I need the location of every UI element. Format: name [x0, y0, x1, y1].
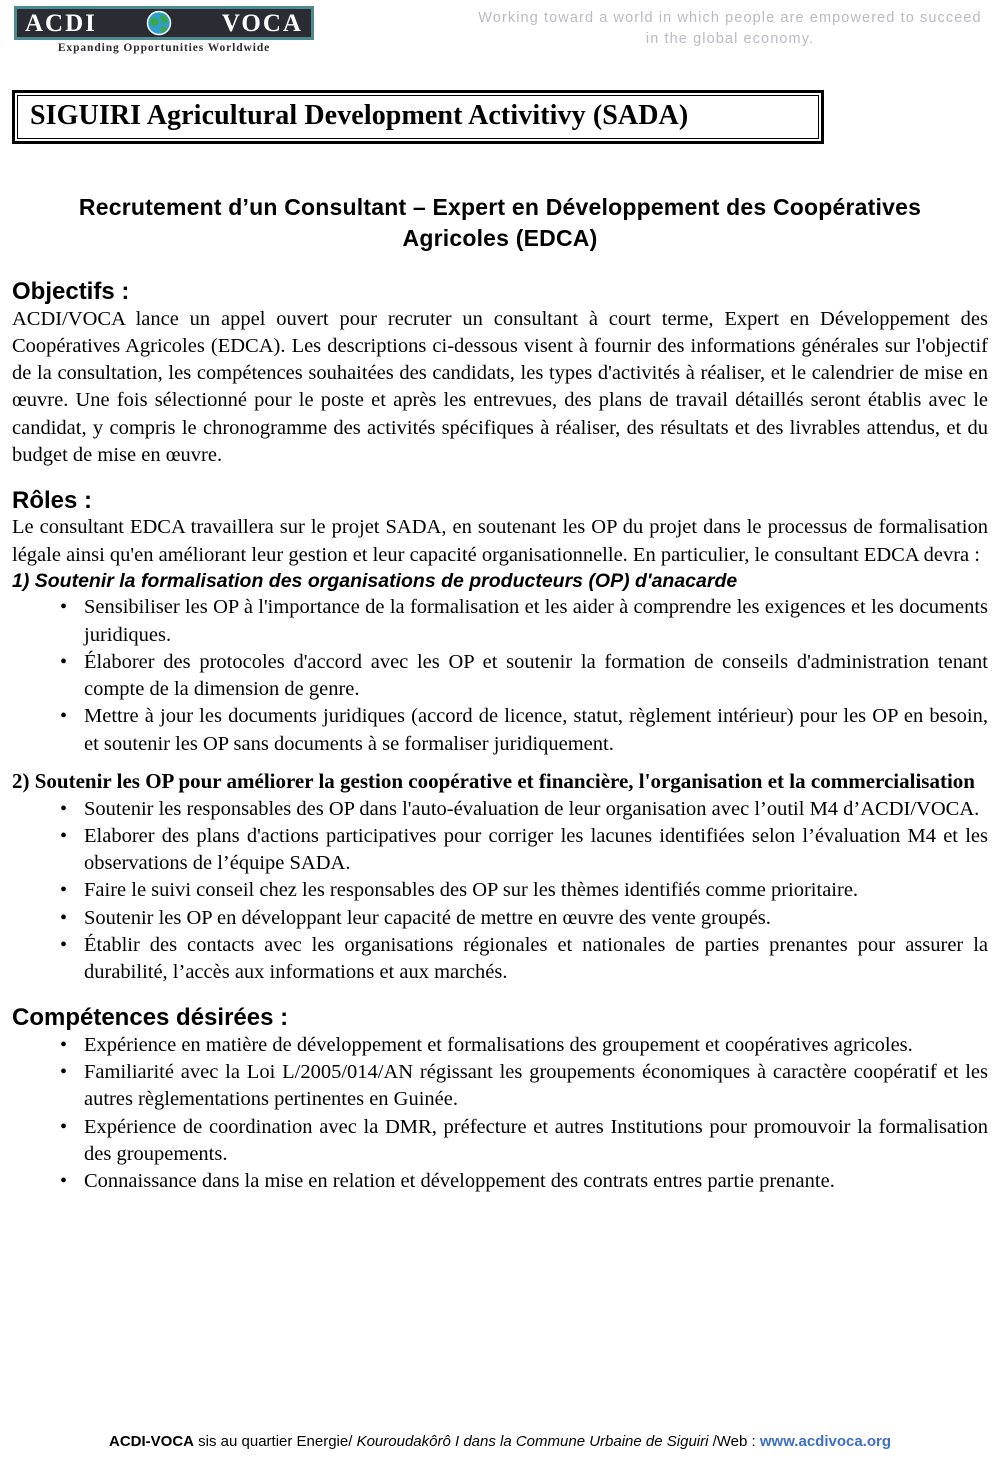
footer-address-text: sis au quartier Energie/	[193, 1433, 357, 1450]
list-item: • Connaissance dans la mise en relation et développement des contrats entres partie prenante.	[12, 1168, 988, 1195]
list-item: • Soutenir les OP en développant leur capacité de mettre en œuvre des vente groupés.	[12, 905, 988, 932]
roles-item-2-heading: 2) Soutenir les OP pour améliorer la gestion coopérative et financière, l'organisation et la commercialisation	[12, 768, 975, 793]
page-footer	[0, 1432, 1000, 1452]
section-heading-objectifs: Objectifs :	[12, 278, 130, 306]
logo-text-voca: VOCA	[221, 9, 303, 37]
document-heading: Recrutement d’un Consultant – Expert en Développement des Coopératives Agricoles (EDCA)	[78, 194, 922, 251]
section-heading-roles: Rôles :	[12, 487, 93, 515]
project-title-box-inner	[17, 95, 819, 139]
list-item: • Établir des contacts avec les organisations régionales et nationales de parties prenantes pour assurer la durabilité, l’accès aux informations et aux marchés.	[12, 932, 988, 987]
footer-address-italic: Kouroudakôrô I dans la Commune Urbaine de Siguiri	[356, 1433, 713, 1450]
project-title: SIGUIRI Agricultural Development Activitivy (SADA)	[30, 100, 689, 131]
page-header	[0, 0, 1000, 64]
footer-website-link[interactable]: www.acdivoca.org	[759, 1433, 892, 1450]
logo-tagline: Expanding Opportunities Worldwide	[57, 42, 271, 54]
footer-org-name: ACDI-VOCA	[108, 1433, 194, 1450]
list-item: • Faire le suivi conseil chez les responsables des OP sur les thèmes identifiés comme prioritaire.	[12, 877, 988, 904]
list-item: • Expérience de coordination avec la DMR, préfecture et autres Institutions pour promouvoir la formalisation des groupements.	[12, 1114, 988, 1169]
list-item: • Mettre à jour les documents juridiques (accord de licence, statut, règlement intérieur) pour les OP en besoin, et soutenir les OP sans documents à se formaliser juridiquement.	[12, 703, 988, 758]
list-item: • Sensibiliser les OP à l'importance de la formalisation et les aider à comprendre les exigences et les documents juridiques.	[12, 594, 988, 649]
list-item: • Élaborer des protocoles d'accord avec les OP et soutenir la formation de conseils d'administration tenant compte de la dimension de genre.	[12, 649, 988, 704]
list-item: • Familiarité avec la Loi L/2005/014/AN régissant les groupements économiques à caractère coopératif et les autres règlementations pertinentes en Guinée.	[12, 1059, 988, 1114]
roles-paragraph: Le consultant EDCA travaillera sur le projet SADA, en soutenant les OP du projet dans le processus de formalisation légale ainsi qu'en améliorant leur gestion et leur capacité organisationnelle. En particulier, le consultant EDCA devra :	[12, 516, 988, 566]
acdi-voca-logo	[14, 6, 314, 54]
globe-icon	[145, 9, 173, 37]
footer-web-label: /Web :	[712, 1433, 760, 1450]
header-tagline: Working toward a world in which people are empowered to succeed in the global economy.	[478, 10, 982, 48]
competences-bullet-list	[12, 1032, 988, 1196]
document-body	[12, 160, 988, 1195]
logo-text-acdi: ACDI	[25, 9, 97, 37]
list-item: • Expérience en matière de développement et formalisations des groupement et coopératives agricoles.	[12, 1032, 988, 1059]
logo-bar	[14, 6, 314, 40]
list-item: • Soutenir les responsables des OP dans l'auto-évaluation de leur organisation avec l’outil M4 d’ACDI/VOCA.	[12, 796, 988, 823]
list-item: • Elaborer des plans d'actions participatives pour corriger les lacunes identifiées selon l’évaluation M4 et les observations de l’équipe SADA.	[12, 823, 988, 878]
section-heading-competences: Compétences désirées :	[12, 1004, 289, 1032]
roles-item-2-bullet-list	[12, 796, 988, 987]
project-title-box	[12, 90, 824, 144]
objectifs-paragraph: ACDI/VOCA lance un appel ouvert pour recruter un consultant à court terme, Expert en Développement des Coopératives Agricoles (EDCA). Les descriptions ci-dessous visent à fournir des informations générales sur l'objectif de la consultation, les compétences souhaitées des candidats, les types d'activités à réaliser, et le calendrier de mise en œuvre. Une fois sélectionné pour le poste et après les entrevues, des plans de travail détaillés seront établis avec le candidat, y compris le chronogramme des activités spécifiques à réaliser, des résultats et des livrables attendus, et du budget de mise en œuvre.	[12, 307, 988, 466]
roles-item-1-bullet-list	[12, 594, 988, 758]
roles-item-1-heading: 1) Soutenir la formalisation des organisations de producteurs (OP) d'anacarde	[12, 569, 738, 592]
